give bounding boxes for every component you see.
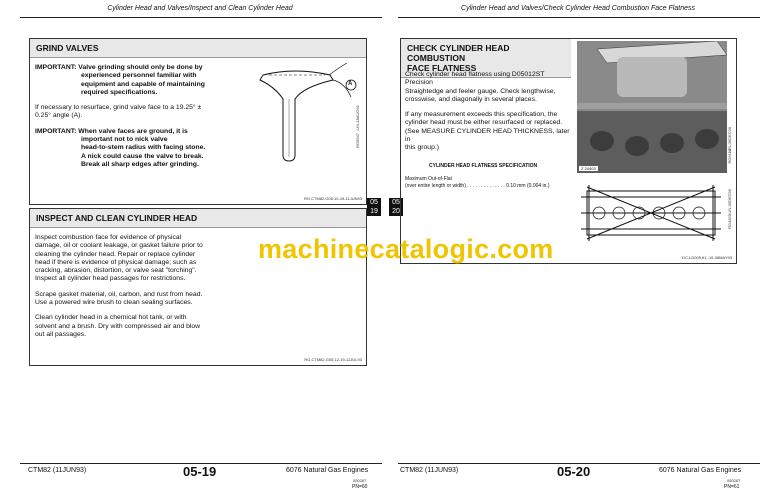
watermark: machinecatalogic.com [258, 234, 554, 264]
left-footer-pn: PN=60 [352, 484, 368, 490]
photo-id: Z 24403 [581, 166, 596, 171]
right-footer-doc: CTM82 (11JUN93) [400, 467, 459, 474]
fig-code: -UN-05DEC90 [727, 189, 732, 215]
left-footer-code: 050287 [353, 478, 367, 483]
flatness-body: Check cylinder head flatness using D05012ST Precision Straightedge and feeler gauge. Check lengthwise, crosswise, and diagonally in several places. If any measurement exceeds this specification, the cylinder head must be either resurfaced or replaced. (See MEASURE CYLINDER HEAD THICKNESS, later in this group.) CYLINDER HEAD FLATNESS SPECIFICATION Maximum Out-of-Flat (over entire length or width) . . . . . . . . . . . . . . 0.10 mm (0.004 in.) [405, 71, 573, 190]
left-page-number: 05-19 [183, 464, 217, 479]
flatness-photo [577, 41, 727, 173]
photo-cylinder-head [577, 41, 727, 173]
fig-code: -UN-18AUG91 [355, 105, 360, 132]
fig-code: -UN-05DEC90 [727, 127, 732, 153]
section-ref: RG,CTM82,G05,10-19-11JUN93 [304, 196, 362, 201]
spec-value: (over entire length or width) . . . . . . . . . . . . . . 0.10 mm (0.004 in.) [405, 182, 550, 189]
inspect-clean-section [29, 208, 367, 366]
important-label: IMPORTANT: [35, 127, 77, 135]
grind-valves-body: IMPORTANT: Valve grinding should only be done by experienced personnel familiar with equipment and capable of maintaining required specifications. If necessary to resurface, grind valve face to a 19.25° ± 0.25° angle (A). IMPORTANT: When valve faces are ground, it is important not to nick valve head-to-stem radius with facing stone. A nick could cause the valve to break. Break all sharp edges after grinding. [35, 64, 206, 168]
section-ref: DC,LD005,61 -19-08MAY93 [682, 255, 732, 260]
grind-valves-title: GRIND VALVES [30, 39, 366, 58]
inspect-clean-title: INSPECT AND CLEAN CYLINDER HEAD [30, 209, 366, 228]
right-header-rule [398, 17, 760, 18]
right-page-header: Cylinder Head and Valves/Check Cylinder Head Combustion Face Flatness [461, 5, 695, 12]
section-ref: RG,CTM82,G05,12-19-12JUL93 [304, 357, 362, 362]
left-footer-title: 6076 Natural Gas Engines [286, 467, 369, 474]
important-label: IMPORTANT: [35, 64, 77, 71]
grind-valves-section [29, 38, 367, 205]
right-footer-pn: PN=61 [724, 484, 740, 490]
right-footer-title: 6076 Natural Gas Engines [659, 467, 742, 474]
fig-code: RG6116 [727, 149, 732, 164]
spec-title: CYLINDER HEAD FLATNESS SPECIFICATION [429, 162, 538, 169]
left-header-rule [20, 17, 382, 18]
fig-code: RG5547 [355, 133, 360, 148]
right-footer-code: 050287 [727, 478, 741, 483]
right-section-tab: 05 20 [389, 198, 403, 216]
flatness-title: CHECK CYLINDER HEAD COMBUSTION FACE FLATNESS [401, 39, 571, 78]
valve-illustration [255, 57, 360, 167]
left-section-tab: 05 19 [367, 198, 381, 216]
right-page-number: 05-20 [557, 464, 591, 479]
fig-code: RG4429 [727, 214, 732, 229]
left-page-header: Cylinder Head and Valves/Inspect and Clean Cylinder Head [107, 5, 293, 12]
angle-callout-a: A [348, 81, 353, 87]
inspect-clean-body: Inspect combustion face for evidence of physical damage, oil or coolant leakage, or gasket failure prior to cleaning the cylinder head. Repair or replace cylinder head if there is evidence of physical damage; such as cracking, abrasion, distortion, or valve seat "torching". Inspect all cylinder head passages for restrictions. Scrape gasket material, oil, carbon, and rust from head. Use a powered wire brush to clean sealing surfaces. Clean cylinder head in a chemical hot tank, or with solvent and a brush. Dry with compressed air and blow out all passages. [35, 234, 203, 338]
flatness-section [400, 38, 737, 264]
flatness-check-diagram [577, 183, 727, 245]
spec-label: Maximum Out-of-Flat [405, 175, 452, 182]
left-footer-doc: CTM82 (11JUN93) [28, 467, 87, 474]
